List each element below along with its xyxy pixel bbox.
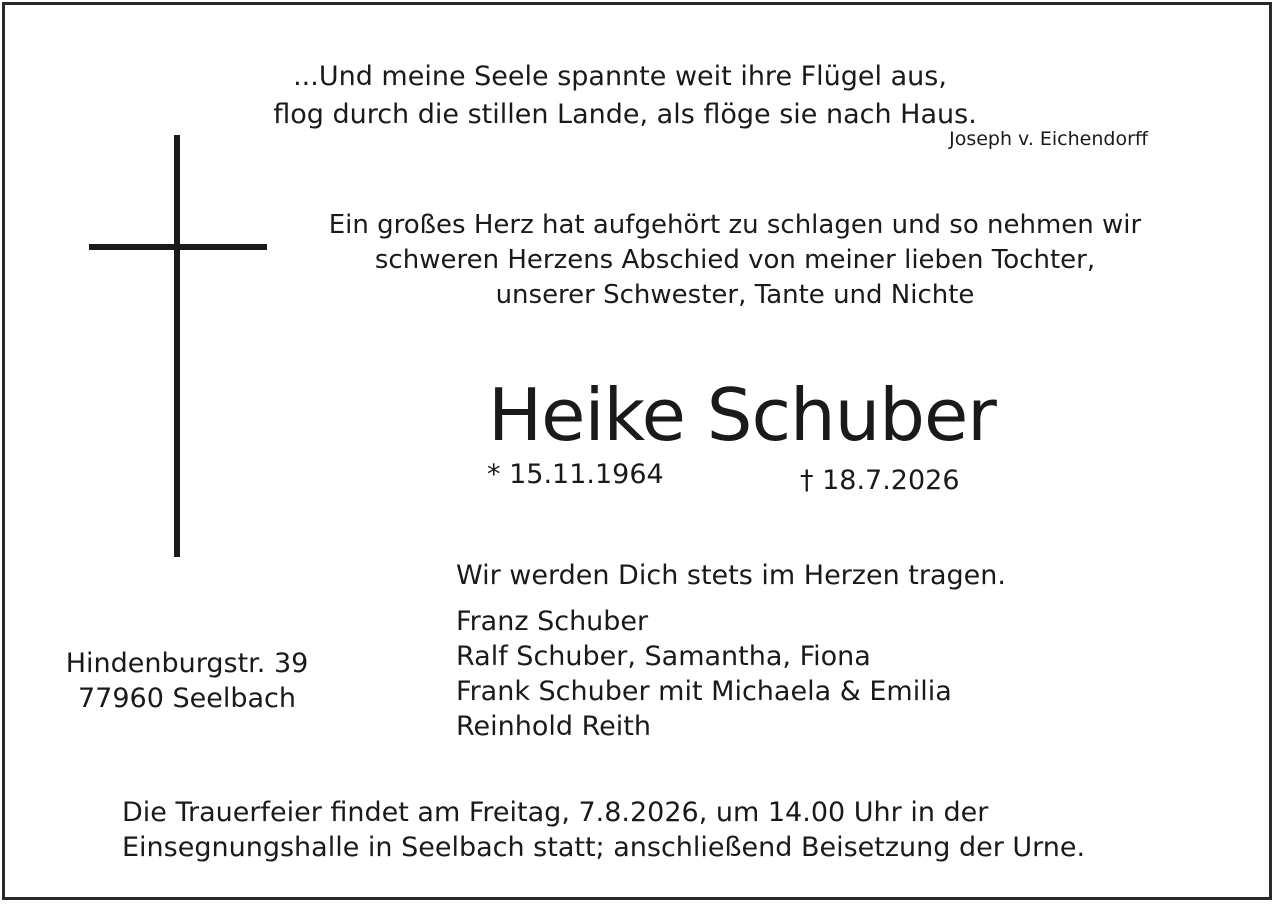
mourners-list	[456, 604, 952, 744]
address-city: 77960 Seelbach	[78, 683, 296, 714]
death-date: † 18.7.2026	[800, 465, 960, 496]
deceased-name: Heike Schuber	[488, 373, 996, 457]
service-line-2: Einsegnungshalle in Seelbach statt; anschließend Beisetzung der Urne.	[122, 832, 1086, 863]
closing-line: Wir werden Dich stets im Herzen tragen.	[456, 560, 1006, 591]
intro-line-1: Ein großes Herz hat aufgehört zu schlagen und so nehmen wir	[328, 210, 1142, 240]
mourner-item: Franz Schuber	[456, 606, 649, 637]
birth-date: * 15.11.1964	[487, 459, 664, 490]
poem-quote	[220, 58, 1020, 134]
mourner-item: Frank Schuber mit Michaela & Emilia	[456, 676, 952, 707]
service-line-1: Die Trauerfeier findet am Freitag, 7.8.2026, um 14.00 Uhr in der	[122, 797, 989, 828]
cross-icon-vertical-bar	[174, 135, 180, 557]
poem-line-2: flog durch die stillen Lande, als flöge sie nach Haus.	[273, 99, 977, 130]
poem-line-1: ...Und meine Seele spannte weit ihre Flügel aus,	[293, 61, 947, 92]
address-street: Hindenburgstr. 39	[65, 648, 309, 679]
poem-author: Joseph v. Eichendorff	[949, 128, 1148, 150]
mourner-item: Ralf Schuber, Samantha, Fiona	[456, 641, 871, 672]
mourner-item: Reinhold Reith	[456, 711, 651, 742]
address-block	[62, 646, 312, 716]
cross-icon-horizontal-bar	[89, 244, 267, 250]
funeral-service-info	[122, 795, 1085, 865]
intro-line-2: schweren Herzens Abschied von meiner lieben Tochter,	[374, 245, 1096, 275]
intro-line-3: unserer Schwester, Tante und Nichte	[495, 280, 975, 310]
intro-text	[290, 208, 1180, 313]
